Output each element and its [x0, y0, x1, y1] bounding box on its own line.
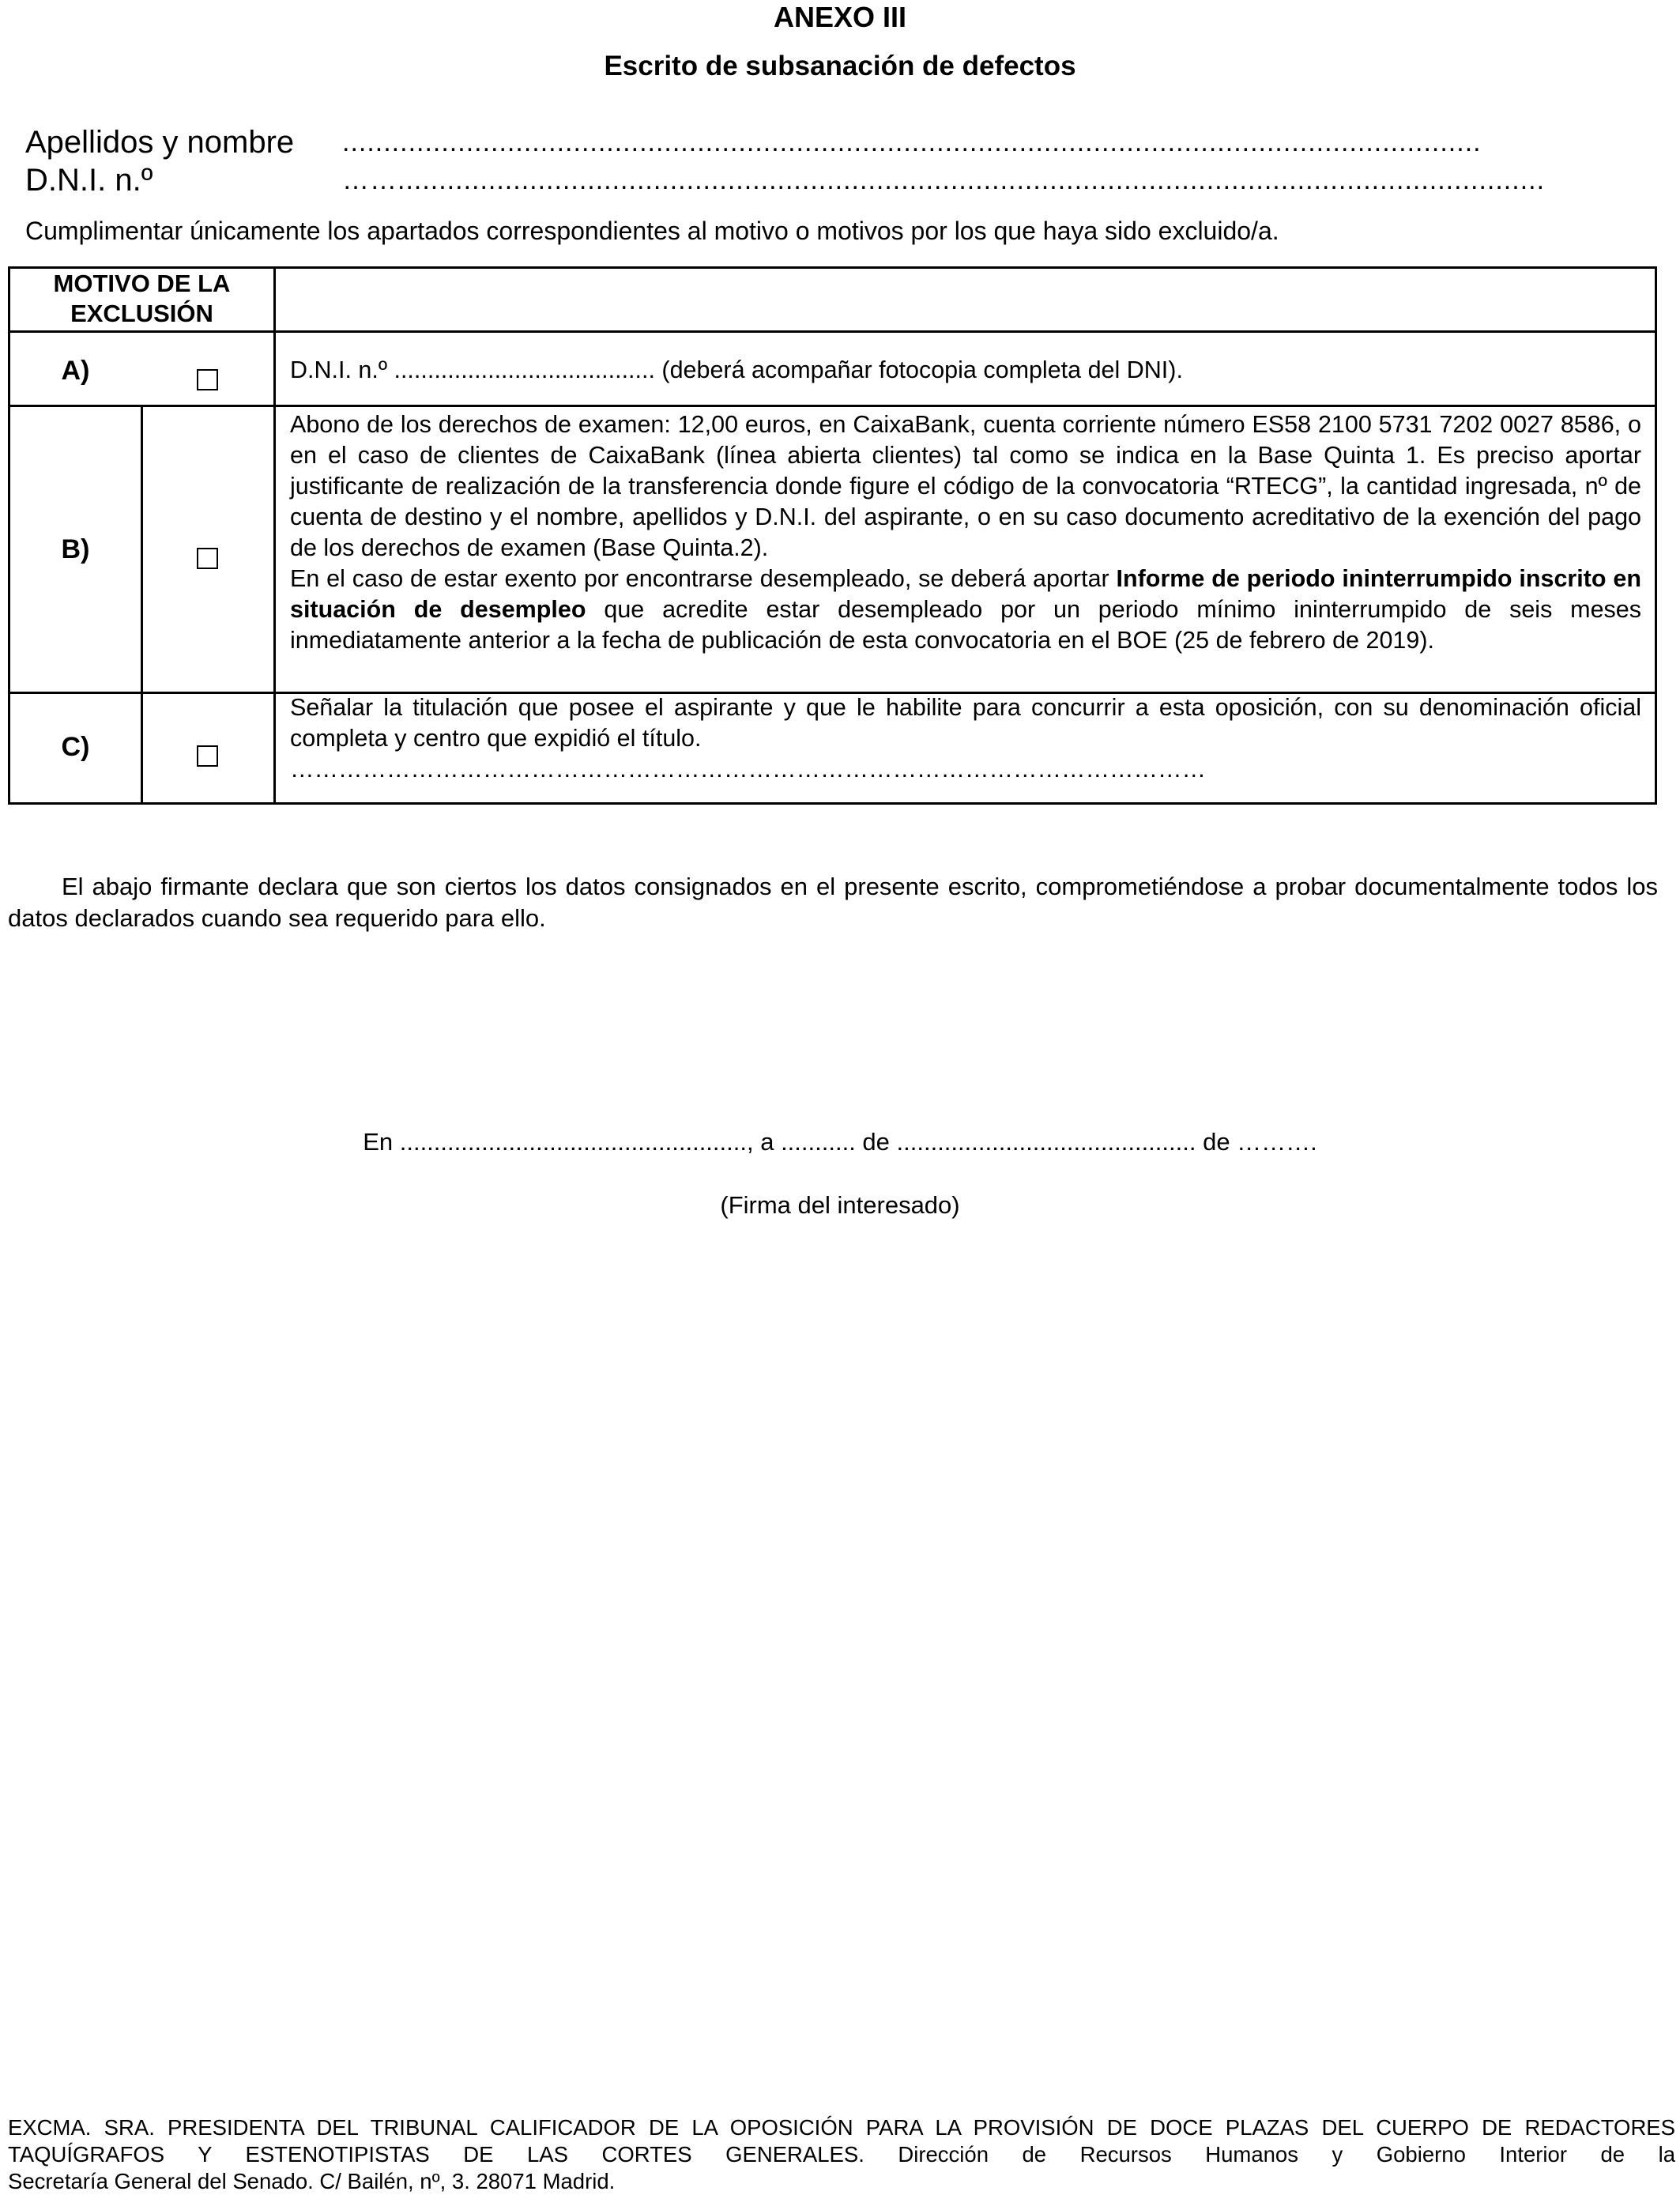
footer-line-1: EXCMA. SRA. PRESIDENTA DEL TRIBUNAL CALIFICADOR DE LA OPOSICIÓN PARA LA PROVISIÓN DE DOCE PLAZAS DEL CUERPO DE REDACTORES TAQUÍGRAFOS Y ESTENOTIPISTAS DE LAS CORTES GENERALES. Dirección de Recursos Humanos y Gobierno Interior de la — [8, 2115, 1675, 2167]
document-title: ANEXO III — [773, 1, 907, 33]
instruction-text: Cumplimentar únicamente los apartados correspondientes al motivo o motivos por los que haya sido excluido/a. — [25, 217, 1279, 245]
row-b-bold-requirement: Informe de periodo ininterrumpido inscrito en situación de desempleo — [290, 565, 1641, 623]
row-c-checkbox[interactable] — [197, 745, 218, 767]
table-divider — [273, 266, 276, 805]
place-date-line[interactable]: En ..................................................., a ........... de ............................................ de ………. — [363, 1128, 1317, 1156]
table-border-bottom — [8, 802, 1657, 805]
row-b-checkbox[interactable] — [197, 548, 218, 569]
declaration-text: El abajo firmante declara que son ciertos los datos consignados en el presente escrito, comprometiéndose a probar documentalmente todos los datos declarados cuando sea requerido para ello. — [8, 873, 1658, 932]
table-header-motivo: MOTIVO DE LA EXCLUSIÓN — [53, 270, 231, 327]
name-label: Apellidos y nombre — [25, 125, 295, 160]
dni-label: D.N.I. n.º — [25, 163, 153, 198]
table-divider — [8, 405, 1657, 407]
document-subtitle: Escrito de subsanación de defectos — [604, 51, 1076, 81]
row-a-text: D.N.I. n.º ....................................... (deberá acompañar fotocopia completa del DNI). — [290, 356, 1183, 383]
row-c-paragraph: Señalar la titulación que posee el aspirante y que le habilite para concurrir a esta oposición, con su denominación oficial completa y centro que expidió el título. — [290, 694, 1641, 752]
table-border-right — [1655, 266, 1657, 805]
signature-caption: (Firma del interesado) — [720, 1191, 960, 1219]
row-b-text — [290, 409, 1641, 656]
row-a-letter: A) — [61, 356, 90, 386]
row-c-text — [290, 692, 1641, 785]
dni-field[interactable]: ……........................................................................................................................................... — [342, 165, 1546, 195]
row-b-paragraph-1: Abono de los derechos de examen: 12,00 euros, en CaixaBank, cuenta corriente número ES58 2100 5731 7202 0027 8586, o en el caso de clientes de CaixaBank (línea abierta clientes) tal como se indica en la Base Quinta 1. Es preciso aportar justificante de realización de la transferencia donde figure el código de la convocatoria “RTECG”, la cantidad ingresada, nº de cuenta de destino y el nombre, apellidos y D.N.I. del aspirante, o en su caso documento acreditativo de la exención del pago de los derechos de examen (Base Quinta.2). — [290, 411, 1641, 561]
row-a-checkbox[interactable] — [197, 369, 218, 390]
row-b-letter: B) — [61, 534, 90, 564]
table-divider — [8, 330, 1657, 333]
name-field[interactable]: .......................................................................................................................................... — [342, 127, 1482, 157]
row-c-letter: C) — [61, 732, 90, 762]
footer-line-2: Secretaría General del Senado. C/ Bailén, nº, 3. 28071 Madrid. — [8, 2169, 616, 2193]
addressee-footer — [8, 2114, 1675, 2195]
table-divider — [141, 405, 143, 805]
row-b-paragraph-2: En el caso de estar exento por encontrarse desempleado, se deberá aportar Informe de periodo ininterrumpido inscrito en situación de desempleo que acredite estar desempleado por un periodo mínimo ininterrumpido de seis meses inmediatamente anterior a la fecha de publicación de esta convocatoria en el BOE (25 de febrero de 2019). — [290, 565, 1641, 654]
row-c-dots-field[interactable]: …………………………………………………………………………………………………… — [290, 756, 1206, 783]
